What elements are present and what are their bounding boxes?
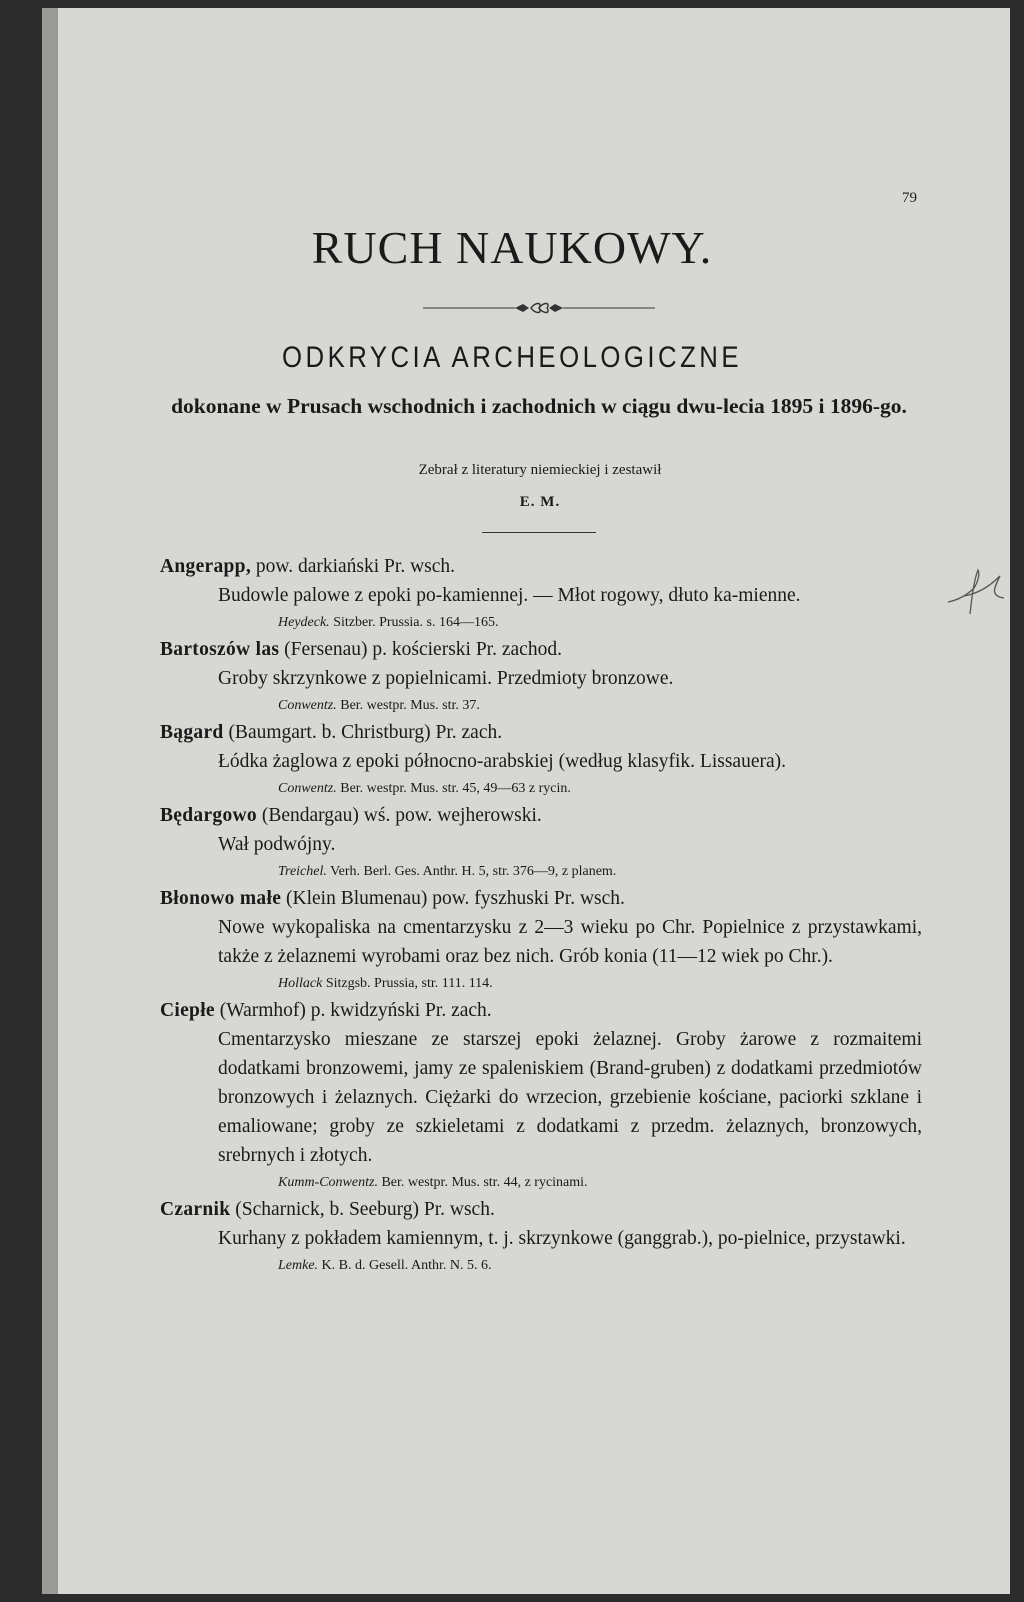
entry <box>160 635 922 718</box>
entry-place-name: Ciepłe <box>160 1000 215 1021</box>
entry <box>160 996 922 1195</box>
reference-author: Conwentz. <box>278 698 337 713</box>
entry-description: Kurhany z pokładem kamiennym, t. j. skrzynkowe (ganggrab.), po-pielnice, przystawki. <box>218 1228 906 1249</box>
entries-list <box>160 552 922 1278</box>
reference-author: Kumm-Conwentz. <box>278 1175 378 1190</box>
entry-place-name: Bartoszów las <box>160 639 280 660</box>
entry-description: Nowe wykopaliska na cmentarzysku z 2—3 wieku po Chr. Popielnice z przystawkami, także z żelaznemi wyrobami oraz bez nich. Grób konia (11—12 wiek po Chr.). <box>218 917 922 967</box>
compiled-by-line: Zebrał z literatury niemieckiej i zestawił <box>418 462 662 478</box>
reference-source: Sitzgsb. Prussia, str. 111. 114. <box>322 976 493 991</box>
entry <box>160 801 922 884</box>
entry <box>160 1195 922 1278</box>
reference-source: Ber. westpr. Mus. str. 44, z rycinami. <box>377 1175 588 1190</box>
entry <box>160 884 922 996</box>
entry-heading <box>160 552 922 581</box>
entry-reference <box>160 859 922 884</box>
entry-reference <box>160 1253 922 1278</box>
entry-heading <box>160 1195 922 1224</box>
reference-source: Sitzber. Prussia. s. 164—165. <box>329 615 499 630</box>
entry-description: Groby skrzynkowe z popielnicami. Przedmioty bronzowe. <box>218 668 674 689</box>
author-initials: E. M. <box>519 494 561 510</box>
main-title: RUCH NAUKOWY. <box>311 222 713 273</box>
entry-heading <box>160 635 922 664</box>
handwritten-margin-mark <box>944 566 1014 622</box>
entry-place-name: Bągard <box>160 722 224 743</box>
reference-author: Treichel. <box>278 864 327 879</box>
entry-location: (Bendargau) wś. pow. wejherowski. <box>256 805 542 826</box>
entry-description: Wał podwójny. <box>218 834 336 855</box>
reference-author: Heydeck. <box>278 615 330 630</box>
section-title: ODKRYCIA ARCHEOLOGICZNE <box>281 341 742 374</box>
entry-location: (Scharnick, b. Seeburg) Pr. wsch. <box>230 1199 495 1220</box>
entry-heading <box>160 884 922 913</box>
entry-place-name: Czarnik <box>160 1199 231 1220</box>
entry-location: (Klein Blumenau) pow. fyszhuski Pr. wsch. <box>281 888 625 909</box>
entry <box>160 552 922 635</box>
entry-location: (Warmhof) p. kwidzyński Pr. zach. <box>214 1000 492 1021</box>
entry-description: Łódka żaglowa z epoki północno-arabskiej (według klasyfik. Lissauera). <box>218 751 787 772</box>
entry-heading <box>160 718 922 747</box>
entry-reference <box>160 776 922 801</box>
entry-description: Cmentarzysko mieszane ze starszej epoki żelaznej. Groby żarowe z rozmaitemi dodatkami bronzowemi, jamy ze spaleniskiem (Brand-gruben) z dodatkami przedmiotów bronzowych i żelaznych. Ciężarki do wrzecion, grzebienie kościane, paciorki szklane i emaliowane; groby ze szkieletami z dodatkami z przedm. żelaznych, bronzowych, srebrnych i złotych. <box>218 1029 922 1166</box>
entry-reference <box>160 971 922 996</box>
reference-source: Ber. westpr. Mus. str. 45, 49—63 z rycin. <box>336 781 571 796</box>
entry-location: pow. darkiański Pr. wsch. <box>251 556 456 577</box>
entry-place-name: Angerapp, <box>160 556 252 577</box>
entry-heading <box>160 996 922 1025</box>
entry-reference <box>160 1170 922 1195</box>
entry-reference <box>160 693 922 718</box>
entry-description: Budowle palowe z epoki po-kamiennej. — Młot rogowy, dłuto ka-mienne. <box>218 585 801 606</box>
subtitle: dokonane w Prusach wschodnich i zachodnich w ciągu dwu-lecia 1895 i 1896-go. <box>171 394 907 418</box>
entry-place-name: Będargowo <box>160 805 257 826</box>
entry-reference <box>160 610 922 635</box>
reference-source: Ber. westpr. Mus. str. 37. <box>336 698 480 713</box>
reference-source: K. B. d. Gesell. Anthr. N. 5. 6. <box>318 1258 492 1273</box>
reference-source: Verh. Berl. Ges. Anthr. H. 5, str. 376—9, z planem. <box>326 864 617 879</box>
reference-author: Lemke. <box>278 1258 319 1273</box>
reference-author: Conwentz. <box>278 781 337 796</box>
page-number: 79 <box>902 190 917 206</box>
reference-author: Hollack <box>278 976 323 991</box>
entry-location: (Fersenau) p. kościerski Pr. zachod. <box>279 639 562 660</box>
entry-place-name: Błonowo małe <box>160 888 282 909</box>
entry-heading <box>160 801 922 830</box>
divider-rule <box>482 532 596 533</box>
entry <box>160 718 922 801</box>
entry-location: (Baumgart. b. Christburg) Pr. zach. <box>223 722 503 743</box>
title-ornament <box>423 301 655 315</box>
